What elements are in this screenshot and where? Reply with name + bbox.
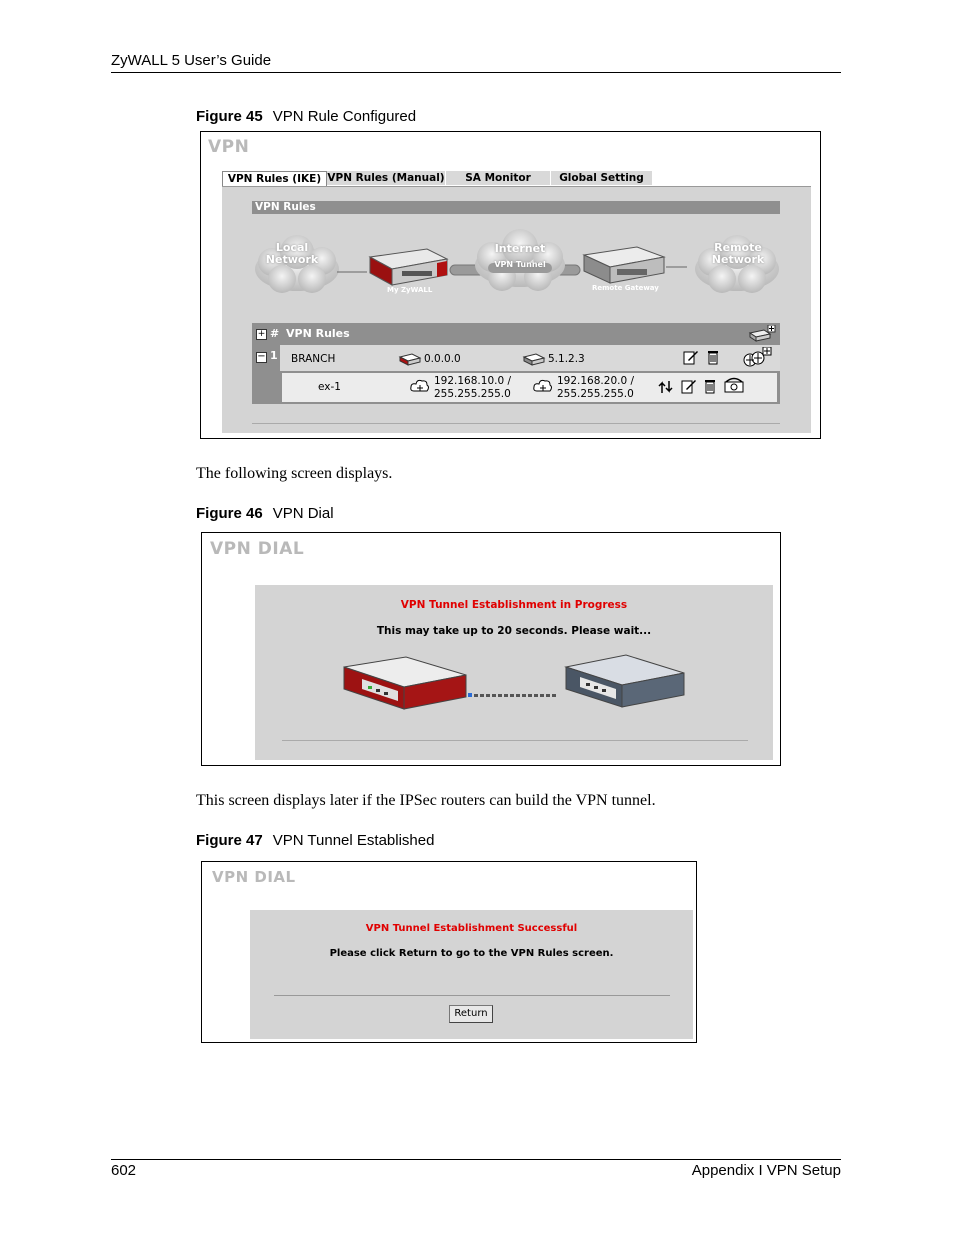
vpn-rules-section-bar: VPN Rules xyxy=(252,201,780,214)
success-status-text: VPN Tunnel Establishment Successful xyxy=(365,923,578,934)
tab-sa-monitor[interactable]: SA Monitor xyxy=(446,171,551,185)
local-policy-mask: 255.255.255.0 xyxy=(434,388,511,400)
figure-45-screenshot xyxy=(200,131,821,439)
tab-vpn-rules-manual[interactable]: VPN Rules (Manual) xyxy=(327,172,445,184)
figure-47-label: Figure 47 xyxy=(196,832,263,849)
remote-network-policy-icon xyxy=(533,379,553,395)
success-panel-divider xyxy=(274,995,670,996)
dial-status-text: VPN Tunnel Establishment in Progress xyxy=(400,599,628,611)
header-rule xyxy=(111,72,841,73)
remote-gateway-label: Remote Gateway xyxy=(592,284,659,292)
figure-47-screenshot xyxy=(201,861,697,1043)
tunnel-progress-dots xyxy=(474,694,556,697)
move-policy-icon[interactable] xyxy=(658,379,674,395)
footer-section: Appendix I VPN Setup xyxy=(691,1162,841,1179)
local-policy-address xyxy=(434,375,511,401)
remote-gateway-address: 5.1.2.3 xyxy=(548,353,585,365)
vpn-dial-title: VPN DIAL xyxy=(210,539,305,559)
progress-start-dot xyxy=(468,693,472,697)
dial-wait-message: This may take up to 20 seconds. Please wait... xyxy=(376,625,652,637)
figure-45-caption-text: VPN Rule Configured xyxy=(272,108,417,125)
vpn-rules-table xyxy=(252,323,780,404)
figure-46-screenshot xyxy=(201,532,781,766)
figure-46-caption xyxy=(196,505,334,522)
figure-45-label: Figure 45 xyxy=(196,108,263,125)
tab-global-setting[interactable]: Global Setting xyxy=(551,171,653,185)
add-gateway-policy-icon[interactable] xyxy=(748,325,776,343)
figure-47-caption xyxy=(196,832,434,849)
footer-rule xyxy=(111,1159,841,1160)
remote-policy-mask: 255.255.255.0 xyxy=(557,388,634,400)
policy-row xyxy=(282,373,777,402)
my-zywall-label: My ZyWALL xyxy=(387,286,433,294)
table-header-title: VPN Rules xyxy=(286,327,350,340)
local-network-policy-icon xyxy=(410,379,430,395)
figure-46-caption-text: VPN Dial xyxy=(272,505,334,522)
tab-vpn-rules-ike[interactable]: VPN Rules (IKE) xyxy=(222,171,327,186)
vpn-rules-panel xyxy=(222,186,811,433)
page-header-title: ZyWALL 5 User’s Guide xyxy=(111,52,272,69)
edit-gateway-icon[interactable] xyxy=(683,349,699,365)
local-policy-ip: 192.168.10.0 / xyxy=(434,375,512,387)
paragraph-following-screen: The following screen displays. xyxy=(196,465,393,482)
remote-gateway-router-icon xyxy=(584,247,664,283)
paragraph-later-screen: This screen displays later if the IPSec routers can build the VPN tunnel. xyxy=(196,792,656,809)
expand-all-icon[interactable]: + xyxy=(257,329,266,339)
delete-policy-icon[interactable] xyxy=(703,378,717,394)
return-button[interactable]: Return xyxy=(449,1005,493,1023)
remote-policy-ip: 192.168.20.0 / xyxy=(557,375,635,387)
dial-progress-graphic xyxy=(340,653,690,715)
figure-46-label: Figure 46 xyxy=(196,505,263,522)
vpn-success-panel xyxy=(250,910,693,1039)
rule-number: 1 xyxy=(270,349,278,362)
local-zywall-device-icon xyxy=(344,657,466,709)
vpn-screen-title: VPN xyxy=(208,137,250,157)
internet-label: Internet xyxy=(494,242,546,255)
delete-gateway-icon[interactable] xyxy=(706,349,720,365)
remote-gateway-device-icon xyxy=(566,655,684,707)
rule-name: BRANCH xyxy=(291,353,336,365)
local-gateway-router-icon xyxy=(398,352,424,366)
figure-45-caption xyxy=(196,108,416,125)
dial-tunnel-icon[interactable] xyxy=(723,376,745,394)
edit-policy-icon[interactable] xyxy=(681,378,697,394)
tab-bar xyxy=(222,171,652,186)
panel-divider xyxy=(252,423,780,424)
figure-47-caption-text: VPN Tunnel Established xyxy=(272,832,435,849)
gateway-rule-row xyxy=(252,345,780,371)
my-zywall-router-icon xyxy=(370,249,447,285)
page-number: 602 xyxy=(111,1162,137,1179)
table-header-hash: # xyxy=(270,327,280,340)
table-header-row xyxy=(252,323,780,345)
remote-gateway-icon xyxy=(522,352,548,366)
vpn-dial-success-title: VPN DIAL xyxy=(212,868,296,886)
success-instruction-text: Please click Return to go to the VPN Rules screen. xyxy=(329,948,614,959)
local-gateway-address: 0.0.0.0 xyxy=(424,353,461,365)
local-network-label: Local Network xyxy=(265,241,319,266)
vpn-tunnel-label: VPN Tunnel xyxy=(494,260,546,269)
remote-network-label: Remote Network xyxy=(711,241,765,266)
collapse-rule-icon[interactable]: − xyxy=(257,351,266,362)
policy-name: ex-1 xyxy=(318,381,341,393)
add-policy-icon[interactable] xyxy=(740,347,772,367)
dial-panel-divider xyxy=(282,740,748,741)
remote-policy-address xyxy=(557,375,634,401)
vpn-dial-panel xyxy=(255,585,773,760)
